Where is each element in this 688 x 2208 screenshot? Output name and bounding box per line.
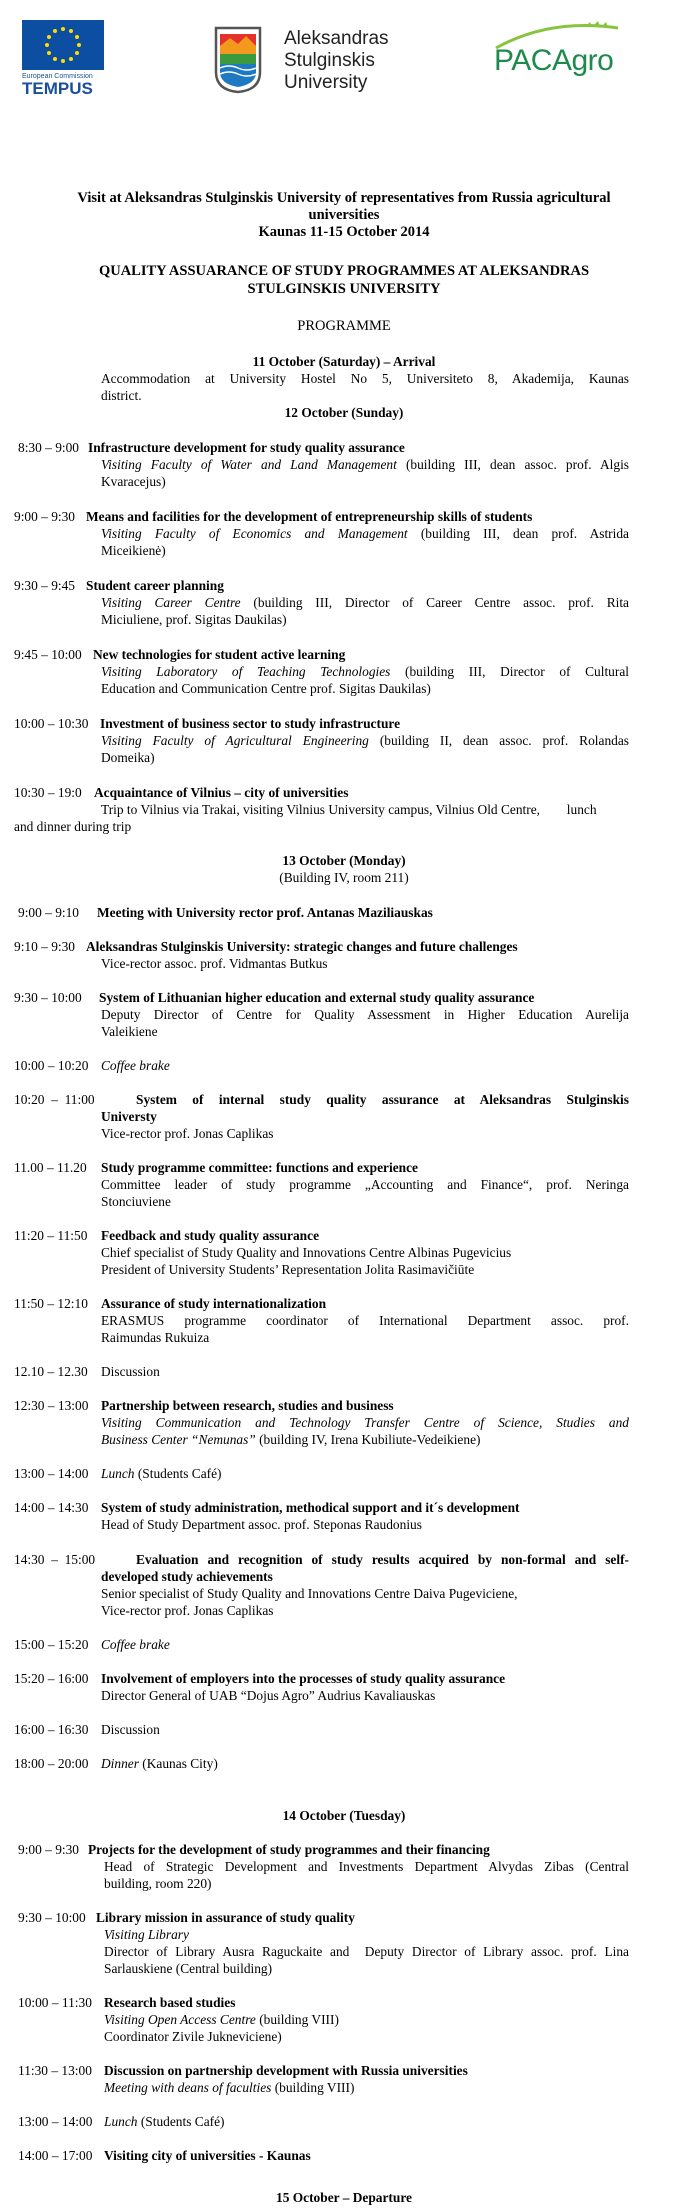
day3-item-8-time: 11:50 – 12:10 bbox=[14, 1296, 88, 1311]
day4-item-4-title: Discussion on partnership development with Russia universities bbox=[104, 2063, 468, 2078]
day3-item-15-line1: Director General of UAB “Dojus Agro” Audrius Kavaliauskas bbox=[101, 1688, 436, 1703]
day3-item-1-title: Meeting with University rector prof. Antanas Maziliauskas bbox=[97, 905, 433, 920]
university-name bbox=[284, 28, 389, 94]
item-detail-line2: Domeika) bbox=[101, 750, 155, 765]
day3-item-4-title: Coffee brake bbox=[101, 1058, 170, 1073]
item-time: 9:30 – 9:45 bbox=[14, 578, 76, 593]
title-line1: Visit at Aleksandras Stulginskis University of representatives from Russia agricultural bbox=[77, 190, 611, 206]
item-detail-italic: Visiting Faculty of Agricultural Engineering bbox=[101, 733, 369, 748]
visit-place-rest: (building VIII) bbox=[255, 2012, 339, 2027]
item-time: 9:45 – 10:00 bbox=[14, 647, 82, 662]
item-detail-rest: (building III, dean assoc. prof. Algis bbox=[396, 457, 629, 472]
university-logo bbox=[212, 24, 412, 96]
item-detail-italic: Visiting Faculty of Economics and Management bbox=[101, 526, 408, 541]
day4-item-3-line2: Coordinator Zivile Jukneviciene) bbox=[104, 2029, 282, 2044]
visit-place-rest: (building IV, Irena Kubiliute-Vedeikiene) bbox=[255, 1432, 481, 1447]
university-name-line3: University bbox=[284, 72, 368, 93]
day3-item-17-time: 18:00 – 20:00 bbox=[14, 1756, 89, 1771]
item-time: 8:30 – 9:00 bbox=[18, 440, 80, 455]
day3-item-7-line2: President of University Students’ Representation Jolita Rasimavičiūte bbox=[101, 1262, 475, 1277]
meeting-italic: Meeting with deans of faculties bbox=[104, 2080, 272, 2095]
item-title: Infrastructure development for study quality assurance bbox=[88, 440, 405, 455]
item-detail-rest: (building III, Director of Career Centre assoc. prof. Rita bbox=[240, 595, 630, 610]
document-title bbox=[0, 190, 688, 241]
day3-item-13-title2: developed study achievements bbox=[101, 1569, 273, 1584]
day3-item-13-line1: Senior specialist of Study Quality and Innovations Centre Daiva Pugeviciene, bbox=[101, 1586, 518, 1601]
day4-item-2-time: 9:30 – 10:00 bbox=[18, 1910, 86, 1925]
day3-item-14-time: 15:00 – 15:20 bbox=[14, 1637, 89, 1652]
day4-heading: 14 October (Tuesday) bbox=[282, 1808, 406, 1823]
day4-item-5-time: 13:00 – 14:00 bbox=[18, 2114, 93, 2129]
day4-item-3-line1 bbox=[104, 2012, 339, 2028]
eu-flag-icon bbox=[22, 20, 104, 70]
day3-item-9-time: 12.10 – 12.30 bbox=[14, 1364, 88, 1379]
eu-caption: European Commission bbox=[22, 73, 93, 80]
item-detail-rest: (building II, dean assoc. prof. Rolandas bbox=[368, 733, 629, 748]
day3-item-7-line1: Chief specialist of Study Quality and Innovations Centre Albinas Pugevicius bbox=[101, 1245, 512, 1260]
day3-item-10-line2 bbox=[101, 1432, 480, 1448]
day1-line2: district. bbox=[101, 388, 142, 403]
dinner-label: Dinner bbox=[101, 1756, 139, 1771]
day3-item-5-time: 10:20 – 11:00 bbox=[14, 1092, 95, 1107]
day3-item-7-time: 11:20 – 11:50 bbox=[14, 1228, 88, 1243]
day4-item-2-title: Library mission in assurance of study quality bbox=[96, 1910, 355, 1925]
item-detail-rest: (building III, Director of Cultural bbox=[390, 664, 630, 679]
day3-item-12-time: 14:00 – 14:30 bbox=[14, 1500, 89, 1515]
lunch-label: Lunch bbox=[101, 1466, 135, 1481]
day3-item-15-title: Involvement of employers into the processes of study quality assurance bbox=[101, 1671, 506, 1686]
pacagro-logo bbox=[490, 18, 630, 88]
day3-item-14-title: Coffee brake bbox=[101, 1637, 170, 1652]
title-line2: universities bbox=[308, 207, 380, 223]
item-title: New technologies for student active learning bbox=[93, 647, 346, 662]
meeting-rest: (building VIII) bbox=[271, 2080, 355, 2095]
day4-item-2-line3: Sarlauskiene (Central building) bbox=[104, 1961, 273, 1976]
pacagro-wordmark bbox=[494, 44, 613, 78]
item-detail-line1 bbox=[101, 526, 629, 542]
day4-item-3-title: Research based studies bbox=[104, 1995, 236, 2010]
eu-tempus-logo bbox=[22, 20, 104, 98]
visit-place-italic: Business Center “Nemunas” bbox=[101, 1432, 256, 1447]
day3-item-5-title: System of internal study quality assurance at Aleksandras Stulginskis bbox=[136, 1092, 629, 1107]
day3-item-13-time: 14:30 – 15:00 bbox=[14, 1552, 96, 1567]
day3-item-6-title: Study programme committee: functions and experience bbox=[101, 1160, 418, 1175]
day3-item-6-line1: Committee leader of study programme „Accounting and Finance“, prof. Neringa bbox=[101, 1177, 629, 1192]
item-detail-line2: Education and Communication Centre prof. Sigitas Daukilas) bbox=[101, 681, 431, 696]
day4-item-1-time: 9:00 – 9:30 bbox=[18, 1842, 80, 1857]
item-title: Investment of business sector to study infrastructure bbox=[100, 716, 401, 731]
item-detail-line1 bbox=[101, 595, 629, 611]
title-line3: Kaunas 11-15 October 2014 bbox=[258, 224, 430, 240]
item-detail-line2: Miciuliene, prof. Sigitas Daukilas) bbox=[101, 612, 287, 627]
day3-heading: 13 October (Monday) bbox=[282, 853, 406, 868]
lunch-place: (Students Café) bbox=[134, 1466, 222, 1481]
item-title: Means and facilities for the development of entrepreneurship skills of students bbox=[86, 509, 533, 524]
day3-item-3-title: System of Lithuanian higher education and external study quality assurance bbox=[99, 990, 535, 1005]
day4-item-1-line1: Head of Strategic Development and Investments Department Alvydas Zibas (Central bbox=[104, 1859, 629, 1874]
day3-item-10-time: 12:30 – 13:00 bbox=[14, 1398, 89, 1413]
day3-item-3-time: 9:30 – 10:00 bbox=[14, 990, 82, 1005]
day3-item-5-line1: Vice-rector prof. Jonas Caplikas bbox=[101, 1126, 274, 1141]
day4-item-2-line2: Director of Library Ausra Raguckaite and Deputy Director of Library assoc. prof. Lina bbox=[104, 1944, 629, 1959]
day3-item-12-line1: Head of Study Department assoc. prof. Steponas Raudonius bbox=[101, 1517, 422, 1532]
item-detail-line2: Miceikienė) bbox=[101, 543, 166, 558]
day5-heading: 15 October – Departure bbox=[276, 2190, 412, 2205]
day4-item-6-title: Visiting city of universities - Kaunas bbox=[104, 2148, 311, 2163]
day3-item-3-line1: Deputy Director of Centre for Quality Assessment in Higher Education Aurelija bbox=[101, 1007, 629, 1022]
item-time: 10:00 – 10:30 bbox=[14, 716, 89, 731]
item-detail-italic: Visiting Career Centre bbox=[101, 595, 241, 610]
day4-item-1-title: Projects for the development of study programmes and their financing bbox=[88, 1842, 490, 1857]
day3-item-12-title: System of study administration, methodical support and it´s development bbox=[101, 1500, 520, 1515]
day3-item-10-line1: Visiting Communication and Technology Transfer Centre of Science, Studies and bbox=[101, 1415, 629, 1430]
item-detail-line1 bbox=[101, 664, 629, 680]
day3-item-13-line2: Vice-rector prof. Jonas Caplikas bbox=[101, 1603, 274, 1618]
agro-text: Agro bbox=[551, 44, 614, 77]
day3-item-11-title bbox=[101, 1466, 222, 1482]
tempus-label: TEMPUS bbox=[22, 79, 93, 98]
day3-item-4-time: 10:00 – 10:20 bbox=[14, 1058, 89, 1073]
day4-item-6-time: 14:00 – 17:00 bbox=[18, 2148, 93, 2163]
day3-item-6-time: 11.00 – 11.20 bbox=[14, 1160, 87, 1175]
lunch-place: (Students Café) bbox=[137, 2114, 225, 2129]
logo-bar bbox=[0, 0, 688, 120]
university-name-line1: Aleksandras bbox=[284, 28, 389, 49]
day1-heading: 11 October (Saturday) – Arrival bbox=[252, 354, 436, 369]
item-title: Acquaintance of Vilnius – city of universities bbox=[94, 785, 349, 800]
day3-item-10-title: Partnership between research, studies and business bbox=[101, 1398, 394, 1413]
day2-heading: 12 October (Sunday) bbox=[284, 405, 404, 420]
day3-item-2-time: 9:10 – 9:30 bbox=[14, 939, 76, 954]
lunch-label: Lunch bbox=[104, 2114, 138, 2129]
document-subtitle bbox=[0, 262, 688, 298]
item-detail-line1 bbox=[101, 457, 629, 473]
item-time: 10:30 – 19:0 bbox=[14, 785, 82, 800]
day4-item-3-time: 10:00 – 11:30 bbox=[18, 1995, 92, 2010]
day3-item-15-time: 15:20 – 16:00 bbox=[14, 1671, 89, 1686]
item-detail-line1: Trip to Vilnius via Trakai, visiting Vilnius University campus, Vilnius Old Centre, lunch bbox=[101, 802, 597, 817]
day3-item-13-title: Evaluation and recognition of study results acquired by non-formal and self- bbox=[136, 1552, 629, 1567]
day3-item-16-title: Discussion bbox=[101, 1722, 160, 1737]
university-name-line2: Stulginskis bbox=[284, 50, 375, 71]
day3-item-5-title2: Universty bbox=[101, 1109, 157, 1124]
programme-heading: PROGRAMME bbox=[297, 318, 391, 334]
item-detail-rest: (building III, dean prof. Astrida bbox=[407, 526, 629, 541]
day4-item-4-line1 bbox=[104, 2080, 354, 2096]
dinner-place: (Kaunas City) bbox=[138, 1756, 218, 1771]
day3-item-17-title bbox=[101, 1756, 218, 1772]
university-emblem-icon bbox=[212, 24, 264, 94]
day3-item-16-time: 16:00 – 16:30 bbox=[14, 1722, 89, 1737]
item-detail-line2: and dinner during trip bbox=[14, 819, 132, 834]
day4-item-2-line1: Visiting Library bbox=[104, 1927, 189, 1942]
item-title: Student career planning bbox=[86, 578, 224, 593]
day3-item-2-line1: Vice-rector assoc. prof. Vidmantas Butkus bbox=[101, 956, 328, 971]
item-detail-line1 bbox=[101, 733, 629, 749]
item-time: 9:00 – 9:30 bbox=[14, 509, 76, 524]
item-detail-italic: Visiting Laboratory of Teaching Technologies bbox=[101, 664, 391, 679]
day1-line1: Accommodation at University Hostel No 5, Universiteto 8, Akademija, Kaunas bbox=[101, 371, 629, 386]
day4-item-5-title bbox=[104, 2114, 225, 2130]
day3-item-2-title: Aleksandras Stulginskis University: strategic changes and future challenges bbox=[86, 939, 518, 954]
day3-location: (Building IV, room 211) bbox=[279, 870, 409, 885]
day3-item-3-line2: Valeikiene bbox=[101, 1024, 158, 1039]
subtitle-line1: QUALITY ASSUARANCE OF STUDY PROGRAMMES AT ALEKSANDRAS bbox=[98, 263, 590, 279]
day3-item-8-title: Assurance of study internationalization bbox=[101, 1296, 327, 1311]
day4-item-1-line2: building, room 220) bbox=[104, 1876, 212, 1891]
visit-place-italic: Visiting Open Access Centre bbox=[104, 2012, 256, 2027]
item-detail-italic: Visiting Faculty of Water and Land Management bbox=[101, 457, 397, 472]
day3-item-8-line1: ERASMUS programme coordinator of International Department assoc. prof. bbox=[101, 1313, 629, 1328]
item-detail-line2: Kvaracejus) bbox=[101, 474, 166, 489]
day3-item-7-title: Feedback and study quality assurance bbox=[101, 1228, 320, 1243]
day3-item-1-time: 9:00 – 9:10 bbox=[18, 905, 80, 920]
day3-item-11-time: 13:00 – 14:00 bbox=[14, 1466, 89, 1481]
day3-item-9-title: Discussion bbox=[101, 1364, 160, 1379]
subtitle-line2: STULGINSKIS UNIVERSITY bbox=[247, 281, 441, 297]
pac-text: PAC bbox=[494, 44, 552, 77]
day3-item-6-line2: Stonciuviene bbox=[101, 1194, 171, 1209]
day4-item-4-time: 11:30 – 13:00 bbox=[18, 2063, 92, 2078]
day3-item-8-line2: Raimundas Rukuiza bbox=[101, 1330, 210, 1345]
